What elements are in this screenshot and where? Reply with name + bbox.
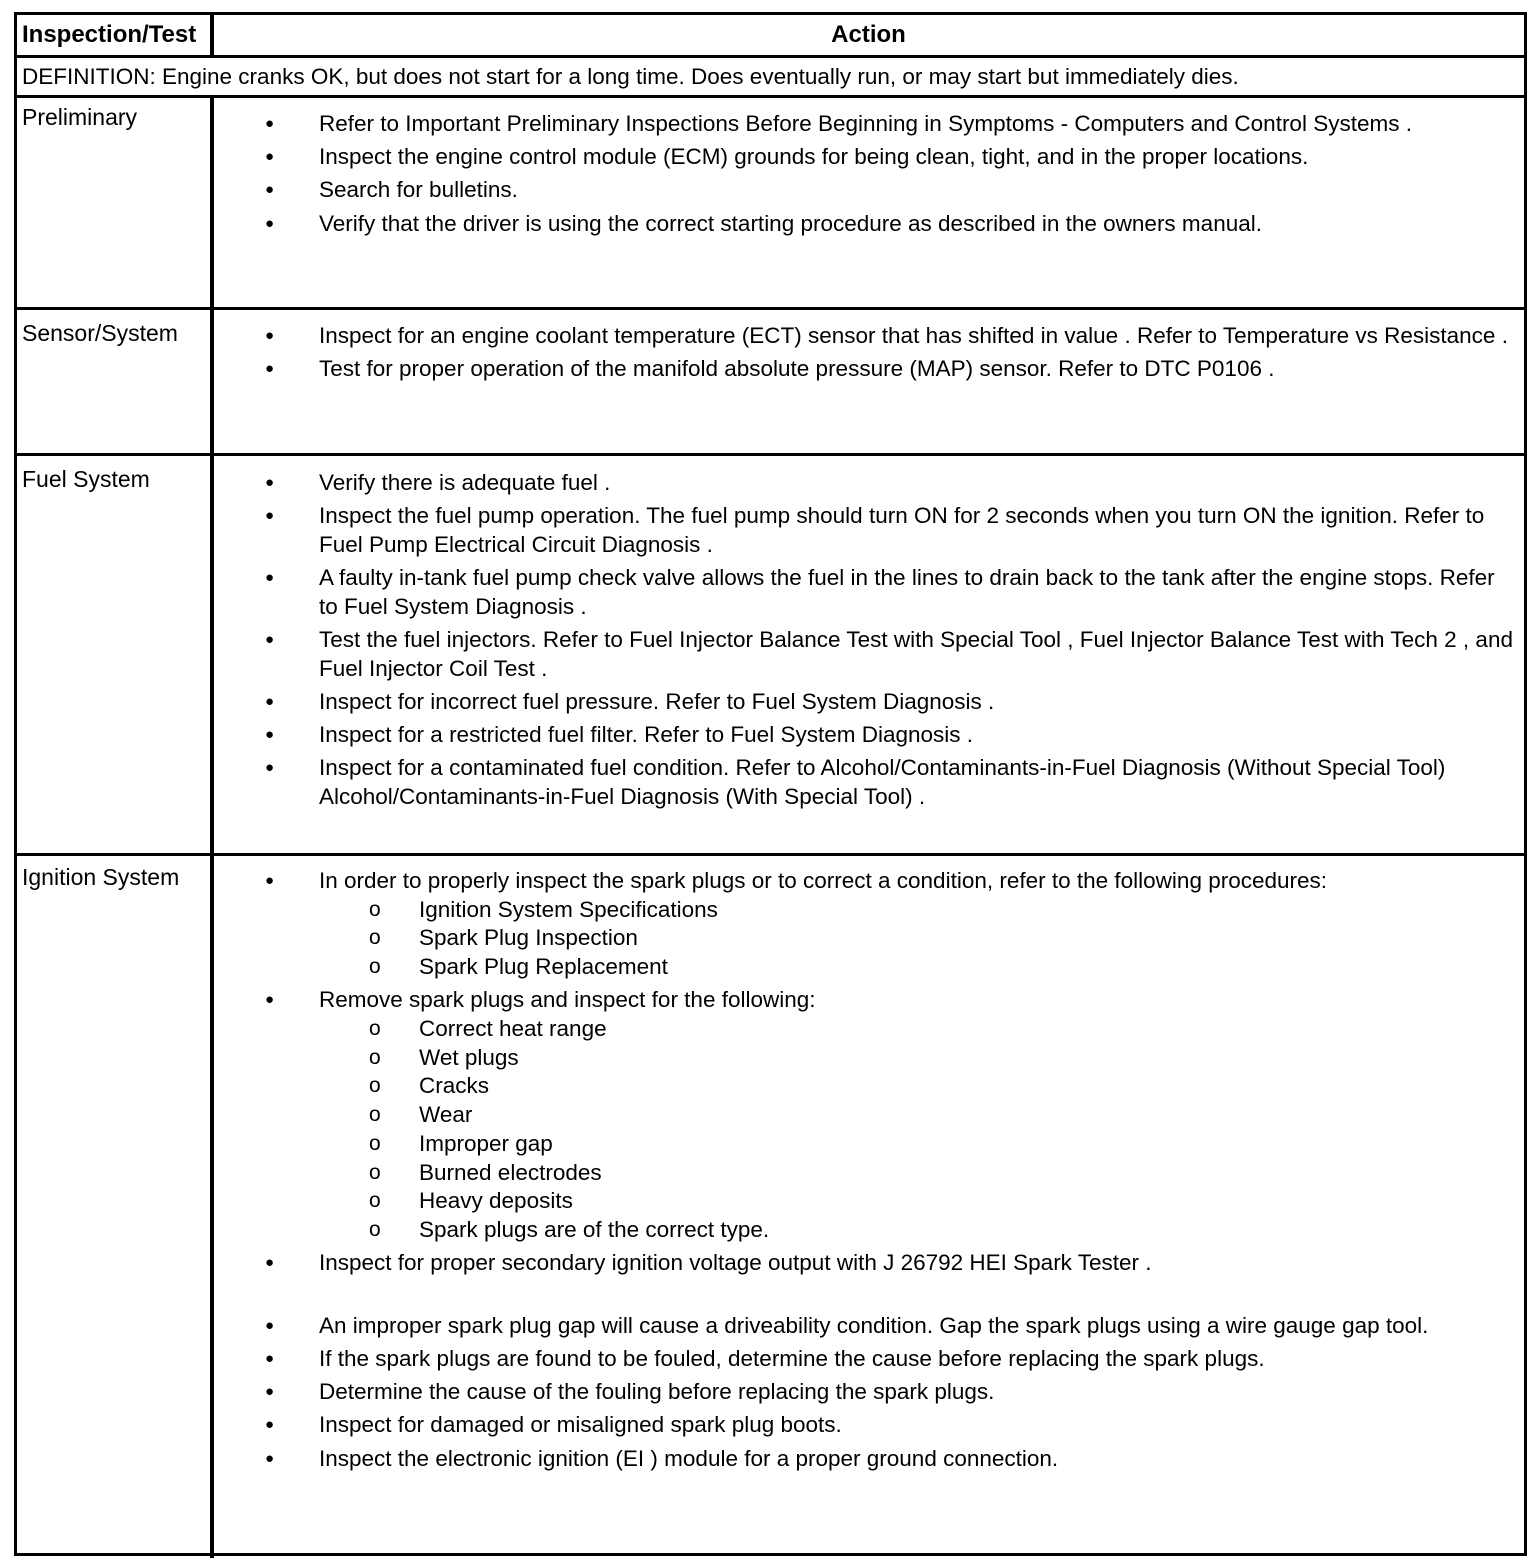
list-item: ● Inspect for incorrect fuel pressure. Refer to Fuel System Diagnosis . [265, 688, 1516, 717]
sub-list-item: o Spark plugs are of the correct type. [319, 1216, 1516, 1245]
definition-text: DEFINITION: Engine cranks OK, but does not start for a long time. Does eventually run, or may start but immediately dies. [22, 64, 1239, 89]
section-label-ignition-system: Ignition System [22, 864, 180, 890]
sub-list-item: o Improper gap [319, 1130, 1516, 1159]
divider [17, 307, 1524, 310]
list-item: ● Verify that the driver is using the correct starting procedure as described in the owners manual. [265, 210, 1516, 239]
section-label-fuel-system: Fuel System [22, 466, 150, 492]
list-item: ● A faulty in-tank fuel pump check valve allows the fuel in the lines to drain back to the tank after the engine stops. Refer to Fuel System Diagnosis . [265, 564, 1516, 621]
list-item: ● An improper spark plug gap will cause a driveability condition. Gap the spark plugs using a wire gauge gap tool. [265, 1312, 1516, 1341]
section-label-preliminary: Preliminary [22, 104, 138, 130]
list-item: ● Inspect the fuel pump operation. The fuel pump should turn ON for 2 seconds when you turn ON the ignition. Refer to Fuel Pump Electrical Circuit Diagnosis . [265, 502, 1516, 559]
sub-list [319, 1015, 1516, 1245]
sensor-system-action-list [265, 322, 1516, 388]
sub-list-item: o Correct heat range [319, 1015, 1516, 1044]
list-item: ● Test for proper operation of the manifold absolute pressure (MAP) sensor. Refer to DTC P0106 . [265, 355, 1516, 384]
list-item: ● Inspect for damaged or misaligned spark plug boots. [265, 1411, 1516, 1440]
list-item: ● Inspect the electronic ignition (EI ) module for a proper ground connection. [265, 1445, 1516, 1474]
list-item: ● Determine the cause of the fouling before replacing the spark plugs. [265, 1378, 1516, 1407]
divider [17, 55, 1524, 58]
list-item-text: Remove spark plugs and inspect for the following: [319, 987, 816, 1013]
sub-list-item: o Spark Plug Inspection [319, 924, 1516, 953]
list-item: ● Inspect for a contaminated fuel condition. Refer to Alcohol/Contaminants-in-Fuel Diagnosis (Without Special Tool) Alcohol/Contaminants-in-Fuel Diagnosis (With Special Tool) . [265, 754, 1516, 811]
list-item [265, 986, 1516, 1244]
ignition-system-action-list [265, 867, 1516, 1478]
list-item: ● Search for bulletins. [265, 176, 1516, 205]
list-item: ● Inspect for an engine coolant temperature (ECT) sensor that has shifted in value . Refer to Temperature vs Resistance . [265, 322, 1516, 351]
sub-list-item: o Wear [319, 1101, 1516, 1130]
sub-list-item: o Heavy deposits [319, 1187, 1516, 1216]
diagnostic-table [14, 12, 1527, 1556]
sub-list-item: o Ignition System Specifications [319, 896, 1516, 925]
section-label-sensor-system: Sensor/System [22, 320, 178, 346]
divider [17, 453, 1524, 456]
header-action: Action [831, 21, 906, 48]
sub-list-item: o Cracks [319, 1072, 1516, 1101]
fuel-system-action-list [265, 469, 1516, 816]
sub-list-item: o Spark Plug Replacement [319, 953, 1516, 982]
sub-list-item: o Burned electrodes [319, 1159, 1516, 1188]
column-divider [210, 15, 214, 55]
column-divider [210, 98, 214, 1558]
sub-list [319, 896, 1516, 982]
list-item: ● Test the fuel injectors. Refer to Fuel Injector Balance Test with Special Tool , Fuel Injector Balance Test with Tech 2 , and Fuel Injector Coil Test . [265, 626, 1516, 683]
sub-list-item: o Wet plugs [319, 1044, 1516, 1073]
list-item: ● Verify there is adequate fuel . [265, 469, 1516, 498]
list-item-text: In order to properly inspect the spark plugs or to correct a condition, refer to the following procedures: [319, 868, 1328, 893]
header-inspection-test: Inspection/Test [22, 21, 197, 48]
list-item: ● Inspect for a restricted fuel filter. Refer to Fuel System Diagnosis . [265, 721, 1516, 750]
list-item: ● Inspect the engine control module (ECM) grounds for being clean, tight, and in the proper locations. [265, 143, 1516, 172]
list-item: ● If the spark plugs are found to be fouled, determine the cause before replacing the spark plugs. [265, 1345, 1516, 1374]
list-item: ● Inspect for proper secondary ignition voltage output with J 26792 HEI Spark Tester . [265, 1249, 1516, 1278]
divider [17, 853, 1524, 856]
list-item [265, 867, 1516, 982]
divider [17, 95, 1524, 98]
preliminary-action-list [265, 110, 1516, 243]
list-item: ● Refer to Important Preliminary Inspections Before Beginning in Symptoms - Computers and Control Systems . [265, 110, 1516, 139]
